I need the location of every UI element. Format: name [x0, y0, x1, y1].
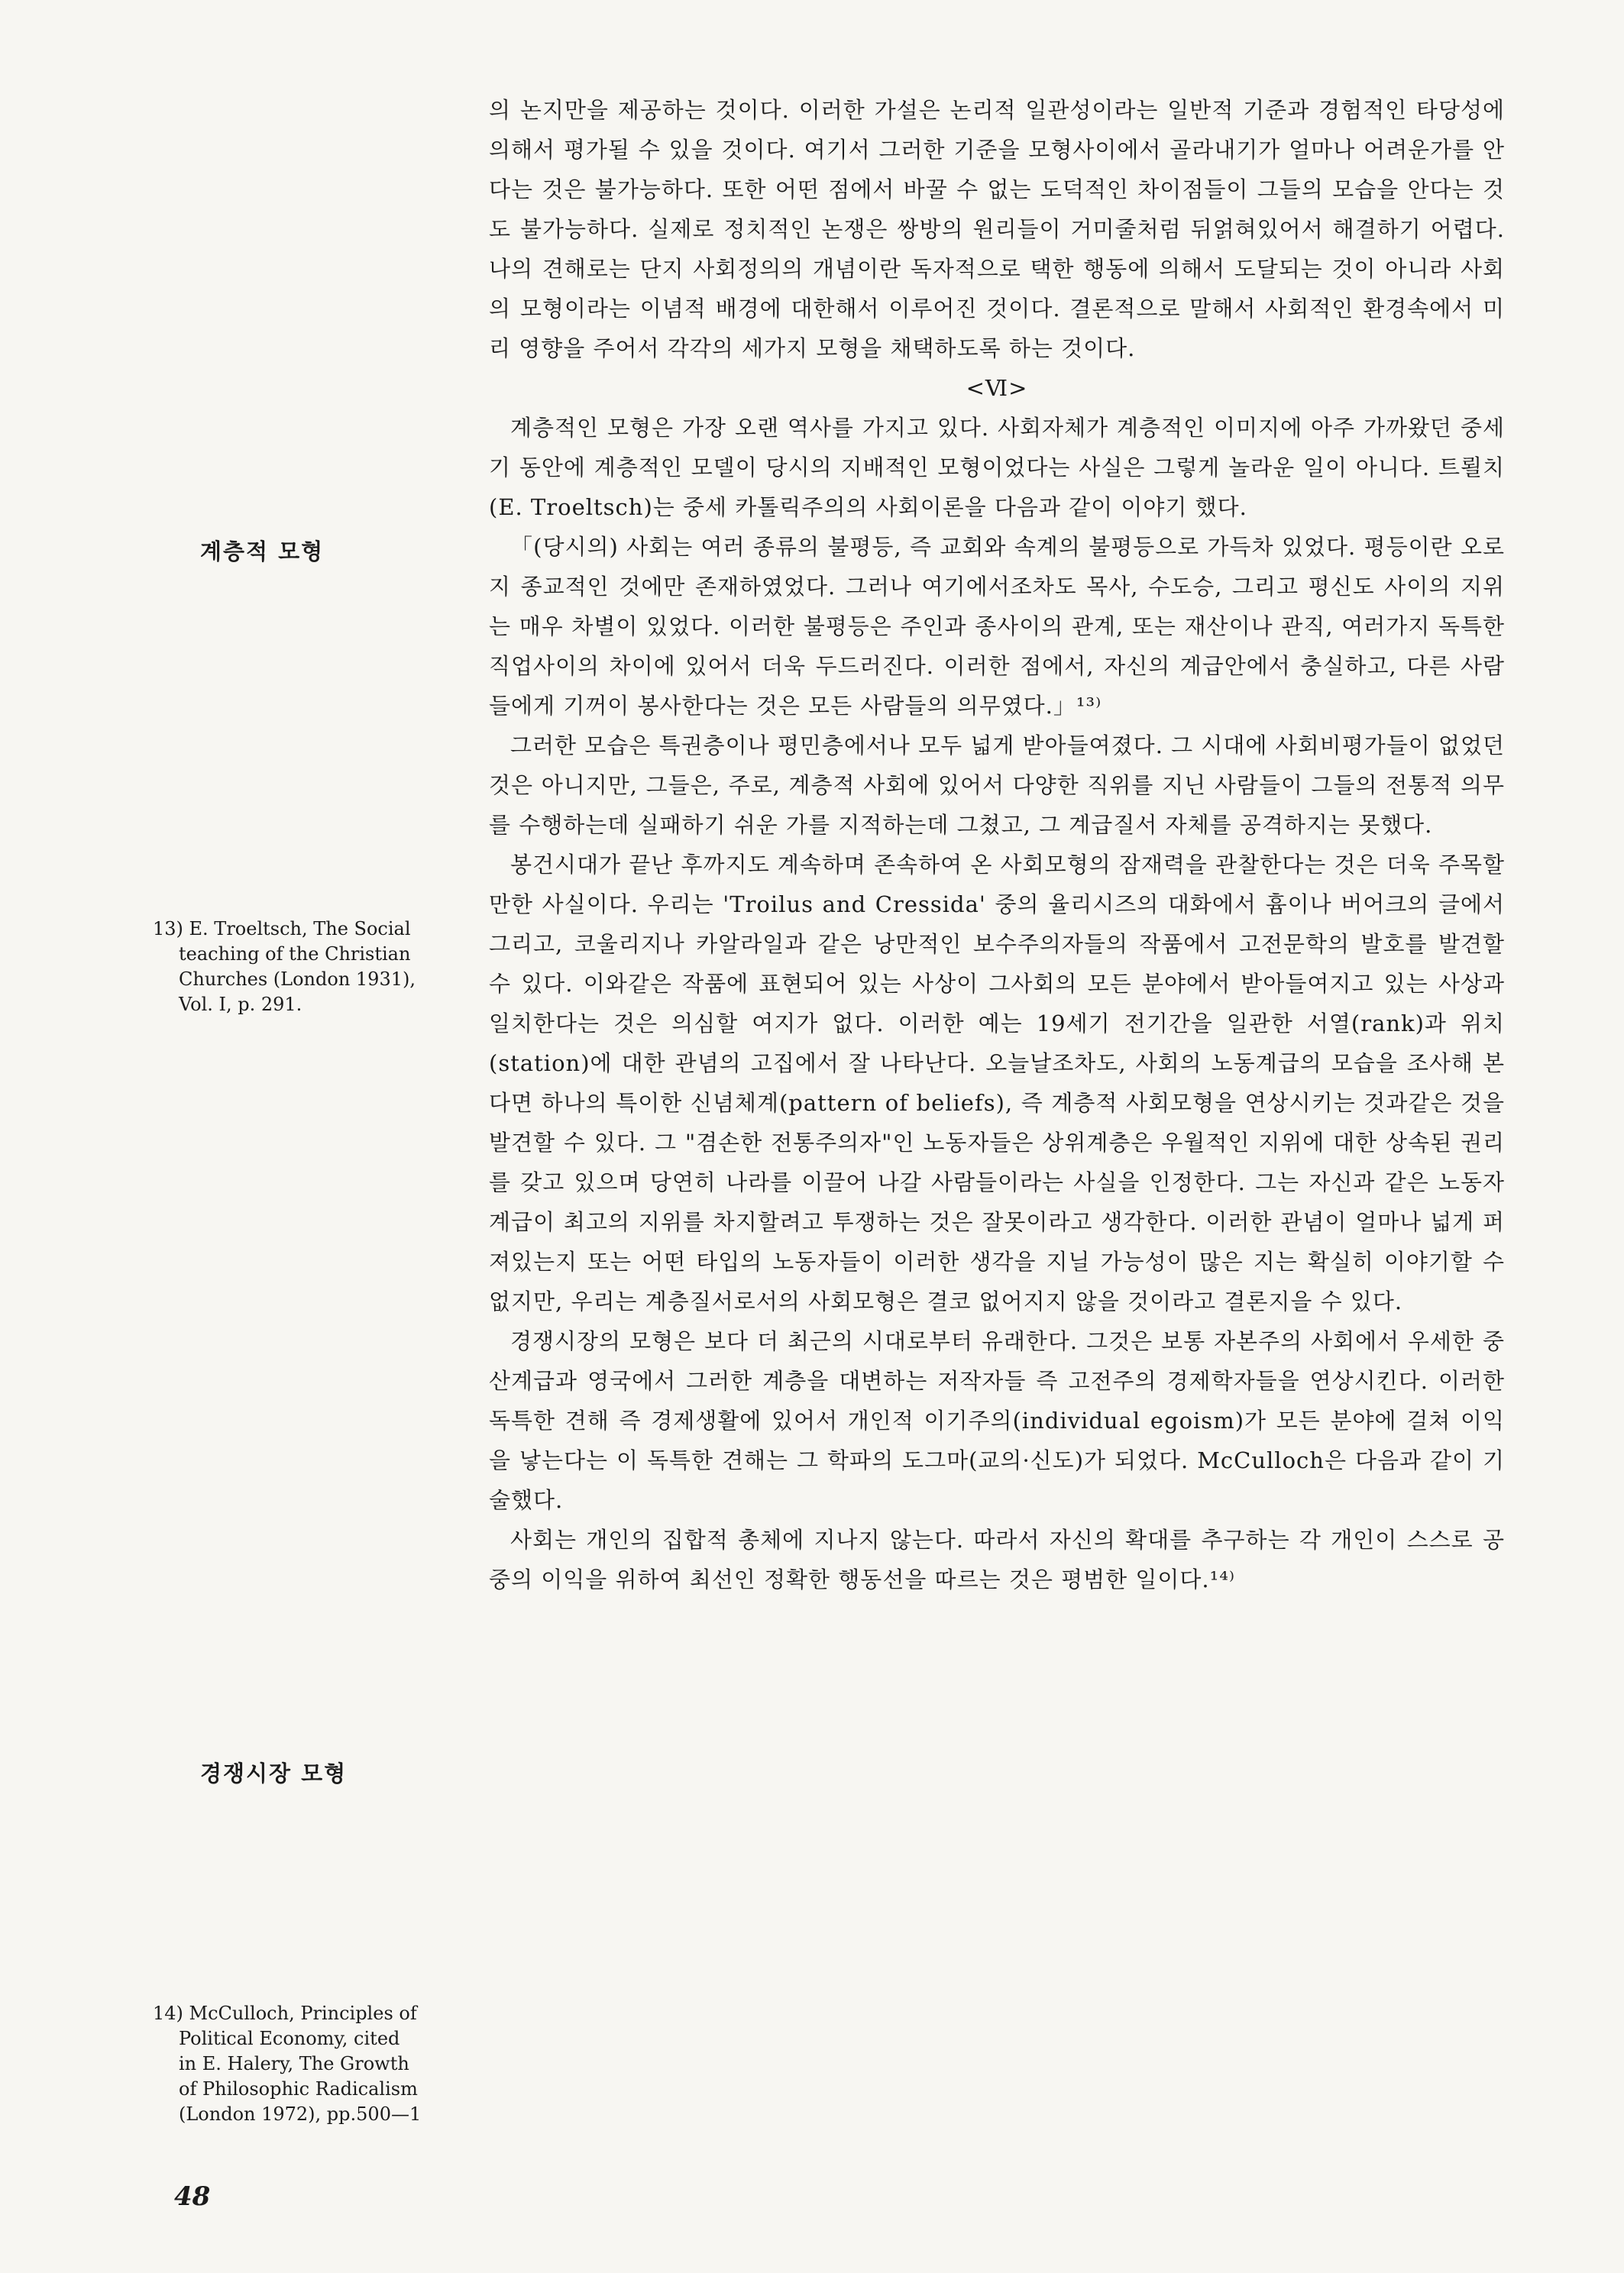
- footnote-13-line: Churches (London 1931),: [179, 968, 416, 990]
- footnote-13-line: Vol. Ⅰ, p. 291.: [179, 994, 302, 1015]
- side-heading-competitive-market-model: 경쟁시장 모형: [200, 1761, 348, 1786]
- paragraph-competitive-market: 경쟁시장의 모형은 보다 더 최근의 시대로부터 유래한다. 그것은 보통 자본주의 사회에서 우세한 중산계급과 영국에서 그러한 계층을 대변하는 저작자들 즉 고전주의 경제학자들을 연상시킨다. 이러한 독특한 견해 즉 경제생활에 있어서 개인적 이기주의(individual egoism)가 모든 분야에 걸쳐 이익을 낳는다는 이 독특한 견해는 그 학파의 도그마(교의·신도)가 되었다. McCulloch은 다음과 같이 기술했다.: [489, 1328, 1505, 1513]
- paragraph-post-feudal: 봉건시대가 끝난 후까지도 계속하며 존속하여 온 사회모형의 잠재력을 관찰한다는 것은 더욱 주목할만한 사실이다. 우리는 'Troilus and Cressida' 중의 율리시즈의 대화에서 흄이나 버어크의 글에서 그리고, 코울리지나 카알라일과 같은 낭만적인 보수주의자들의 작품에서 고전문학의 발호를 발견할 수 있다. 이와같은 작품에 표현되어 있는 사상이 그사회의 모든 분야에서 받아들여지고 있는 사상과 일치한다는 것은 의심할 여지가 없다. 이러한 예는 19세기 전기간을 일관한 서열(rank)과 위치(station)에 대한 관념의 고집에서 잘 나타난다. 오늘날조차도, 사회의 노동계급의 모습을 조사해 본다면 하나의 특이한 신념체계(pattern of beliefs), 즉 계층적 사회모형을 연상시키는 것과같은 것을 발견할 수 있다. 그 "겸손한 전통주의자"인 노동자들은 상위계층은 우월적인 지위에 대한 상속된 권리를 갖고 있으며 당연히 나라를 이끌어 나갈 사람들이라는 사실을 인정한다. 그는 자신과 같은 노동자계급이 최고의 지위를 차지할려고 투쟁하는 것은 잘못이라고 생각한다. 이러한 관념이 얼마나 넓게 퍼져있는지 또는 어떤 타입의 노동자들이 이러한 생각을 지닐 가능성이 많은 지는 확실히 이야기할 수 없지만, 우리는 계층질서로서의 사회모형은 결코 없어지지 않을 것이라고 결론지을 수 있다.: [489, 852, 1505, 1314]
- main-text-column: [489, 90, 1505, 1599]
- footnote-13-line: 13) E. Troeltsch, The Social: [153, 918, 411, 939]
- side-heading-hierarchical-model: 계층적 모형: [200, 538, 325, 564]
- footnote-14-line: 14) McCulloch, Principles of: [153, 2003, 417, 2024]
- footnote-13-line: teaching of the Christian: [179, 943, 411, 965]
- paragraph-hierarchical-model: 계층적인 모형은 가장 오랜 역사를 가지고 있다. 사회자체가 계층적인 이미지에 아주 가까왔던 중세기 동안에 계층적인 모델이 당시의 지배적인 모형이었다는 사실은 그렇게 놀라운 일이 아니다. 트뢸치(E. Troeltsch)는 중세 카톨릭주의의 사회이론을 다음과 같이 이야기 했다.: [489, 415, 1505, 520]
- footnote-13: [153, 917, 489, 1017]
- page-number: 48: [174, 2181, 211, 2212]
- footnote-14-line: Political Economy, cited: [179, 2028, 400, 2049]
- paragraph-mcculloch-quote: 사회는 개인의 집합적 총체에 지나지 않는다. 따라서 자신의 확대를 추구하는 각 개인이 스스로 공중의 이익을 위하여 최선인 정확한 행동선을 따르는 것은 평범한 일이다.¹⁴⁾: [489, 1527, 1505, 1592]
- paragraph-troeltsch-quote: 「(당시의) 사회는 여러 종류의 불평등, 즉 교회와 속계의 불평등으로 가득차 있었다. 평등이란 오로지 종교적인 것에만 존재하였었다. 그러나 여기에서조차도 목사, 수도승, 그리고 평신도 사이의 지위는 매우 차별이 있었다. 이러한 불평등은 주인과 종사이의 관계, 또는 재산이나 관직, 여러가지 독특한 직업사이의 차이에 있어서 더욱 두드러진다. 이러한 점에서, 자신의 계급안에서 충실하고, 다른 사람들에게 기꺼이 봉사한다는 것은 모든 사람들의 의무였다.」¹³⁾: [489, 534, 1505, 719]
- paragraph-intro-continuation: 의 논지만을 제공하는 것이다. 이러한 가설은 논리적 일관성이라는 일반적 기준과 경험적인 타당성에 의해서 평가될 수 있을 것이다. 여기서 그러한 기준을 모형사이에서 골라내기가 얼마나 어려운가를 안다는 것은 불가능하다. 또한 어떤 점에서 바꿀 수 없는 도덕적인 차이점들이 그들의 모습을 안다는 것도 불가능하다. 실제로 정치적인 논쟁은 쌍방의 원리들이 거미줄처럼 뒤얽혀있어서 해결하기 어렵다. 나의 견해로는 단지 사회정의의 개념이란 독자적으로 택한 행동에 의해서 도달되는 것이 아니라 사회의 모형이라는 이념적 배경에 대한해서 이루어진 것이다. 결론적으로 말해서 사회적인 환경속에서 미리 영향을 주어서 각각의 세가지 모형을 채택하도록 하는 것이다.: [489, 97, 1505, 361]
- footnote-14-line: in E. Halery, The Growth: [179, 2053, 409, 2074]
- paragraph-social-critics: 그러한 모습은 특권층이나 평민층에서나 모두 넓게 받아들여졌다. 그 시대에 사회비평가들이 없었던 것은 아니지만, 그들은, 주로, 계층적 사회에 있어서 다양한 직위를 지닌 사람들이 그들의 전통적 의무를 수행하는데 실패하기 쉬운 가를 지적하는데 그쳤고, 그 계급질서 자체를 공격하지는 못했다.: [489, 732, 1505, 838]
- footnote-14: [153, 2001, 489, 2127]
- footnote-14-line: (London 1972), pp.500—1: [179, 2103, 422, 2125]
- section-number-vi: <Ⅵ>: [966, 375, 1028, 401]
- footnote-14-line: of Philosophic Radicalism: [179, 2078, 418, 2100]
